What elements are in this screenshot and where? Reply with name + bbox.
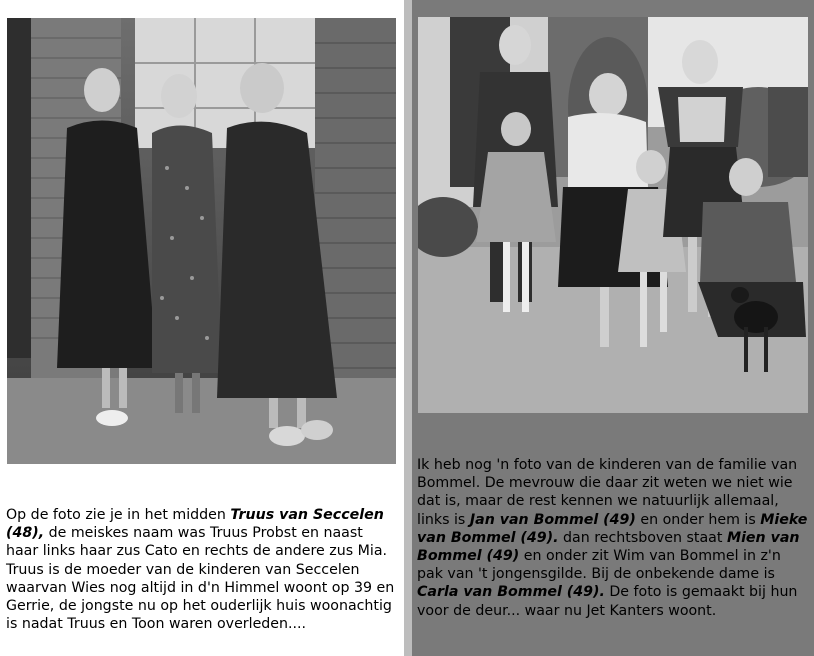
caption-text: Ik heb nog 'n foto van de kinderen van de familie van Bommel. De mevrouw die daar zit weten we niet wie dat is, maar de rest kennen we natuurlijk allemaal, links is [417, 457, 798, 528]
person-name-jan: Jan van Bommel (49) [469, 511, 636, 528]
column-divider [404, 0, 412, 656]
caption-text: de meiskes naam was Truus Probst en naast haar links haar zus Cato en rechts de andere zus Mia. Truus is de moeder van de kinderen van Seccelen waarvan Wies nog altijd in d'n Himmel woont op 39 en Gerrie, de jongste nu op het ouderlijk huis woonachtig is nadat Truus en Toon waren overleden.... [6, 525, 395, 633]
right-caption [417, 456, 811, 620]
person-name-mien: Mien van Bommel (49) [417, 529, 800, 565]
left-panel [0, 0, 404, 656]
person-name-mieke: Mieke van Bommel (49). [417, 511, 808, 546]
caption-text: dan rechtsboven staat [558, 529, 727, 546]
caption-text: en onder hem is [635, 511, 761, 528]
caption-text: De foto is gemaakt bij hun voor de deur... waar nu Jet Kanters woont. [417, 584, 798, 619]
right-panel [412, 0, 814, 656]
left-caption [6, 506, 398, 633]
photo-three-sisters [7, 18, 396, 464]
caption-text: en onder zit Wim van Bommel in z'n pak van 't jongensgilde. Bij de onbekende dame is [417, 548, 781, 583]
person-name-truus: Truus van Seccelen (48), [6, 507, 384, 542]
person-name-carla: Carla van Bommel (49). [417, 584, 605, 601]
caption-text: Op de foto zie je in het midden [6, 507, 231, 523]
photo-van-bommel-children [418, 17, 808, 413]
